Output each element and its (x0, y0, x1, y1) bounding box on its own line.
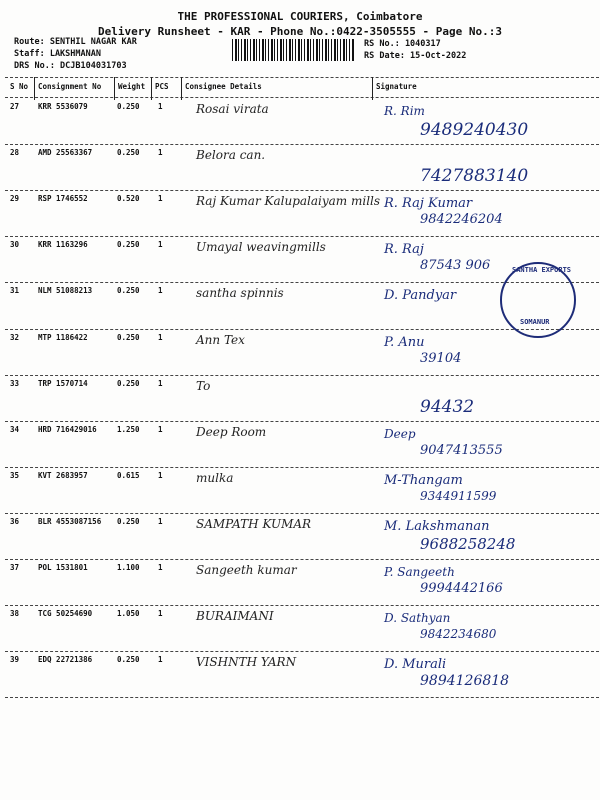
column-divider (372, 77, 373, 100)
barcode (232, 39, 354, 61)
row-divider (5, 559, 599, 560)
row-phone: 9842234680 (420, 627, 497, 642)
row-pcs: 1 (158, 286, 163, 296)
row-consignee: Rosai virata (196, 102, 269, 116)
staff-label: Staff: LAKSHMANAN (14, 49, 101, 59)
drs-label: DRS No.: DCJB104031703 (14, 61, 127, 71)
row-divider (5, 190, 599, 191)
row-weight: 0.250 (117, 240, 140, 250)
row-consignment-no: NLM 51088213 (38, 286, 93, 296)
row-divider (5, 513, 599, 514)
row-phone: 9842246204 (420, 212, 503, 228)
row-sno: 37 (10, 563, 20, 572)
row-consignment-no: POL 1531801 (38, 563, 88, 572)
row-pcs: 1 (158, 655, 163, 665)
row-phone: 9894126818 (420, 673, 510, 690)
row-consignee: Belora can. (196, 148, 266, 163)
column-divider (151, 77, 152, 100)
row-consignee: Deep Room (196, 424, 267, 439)
row-weight: 1.250 (117, 424, 140, 434)
row-pcs: 1 (158, 609, 163, 619)
row-weight: 0.250 (117, 332, 140, 342)
row-divider (5, 421, 599, 422)
row-signature: D. Murali (384, 657, 447, 673)
row-signature: R. Raj Kumar (384, 196, 473, 212)
column-divider (34, 77, 35, 100)
row-sno: 36 (10, 516, 20, 526)
stamp-text-bottom: SOMANUR (520, 318, 550, 326)
row-divider (5, 697, 599, 698)
column-divider (114, 77, 115, 100)
row-signature: R. Rim (384, 104, 425, 118)
row-pcs: 1 (158, 470, 163, 480)
row-phone: 87543 906 (420, 258, 491, 274)
row-consignment-no: AMD 25563367 (38, 148, 93, 158)
row-phone: 9489240430 (420, 120, 529, 140)
row-sno: 31 (10, 286, 20, 296)
row-consignee: To (196, 378, 211, 393)
row-consignee: VISHNTH YARN (196, 655, 297, 670)
row-phone: 39104 (420, 350, 462, 366)
header-rule-bottom (5, 97, 599, 98)
row-weight: 0.250 (117, 286, 140, 296)
column-divider (181, 77, 182, 100)
row-consignment-no: RSP 1746552 (38, 194, 88, 204)
row-consignment-no: KVT 2683957 (38, 470, 88, 480)
row-pcs: 1 (158, 424, 163, 434)
row-sno: 27 (10, 102, 20, 111)
row-consignee: SAMPATH KUMAR (196, 516, 312, 531)
row-phone: 9344911599 (420, 488, 497, 503)
row-divider (5, 651, 599, 652)
row-consignment-no: KRR 5536079 (38, 102, 88, 111)
row-pcs: 1 (158, 102, 163, 111)
header-rule-top (5, 77, 599, 78)
row-weight: 0.250 (117, 102, 140, 111)
page-subtitle: Delivery Runsheet - KAR - Phone No.:0422-3505555 - Page No.:3 (98, 25, 502, 38)
row-consignee: santha spinnis (196, 286, 284, 301)
row-consignee: mulka (196, 470, 234, 485)
row-sno: 32 (10, 332, 20, 342)
row-sno: 35 (10, 470, 20, 480)
column-header-sno: S No (10, 82, 29, 91)
row-consignment-no: MTP 1186422 (38, 332, 88, 342)
row-pcs: 1 (158, 563, 163, 572)
column-header-pcs: PCS (155, 82, 169, 91)
row-pcs: 1 (158, 332, 163, 342)
row-divider (5, 467, 599, 468)
row-pcs: 1 (158, 516, 163, 526)
row-pcs: 1 (158, 194, 163, 204)
row-weight: 0.520 (117, 194, 140, 204)
row-signature: Deep (384, 426, 416, 441)
column-header-consignment: Consignment No (38, 82, 102, 91)
row-consignee: Ann Tex (196, 332, 245, 347)
page-title: THE PROFESSIONAL COURIERS, Coimbatore (177, 10, 423, 23)
row-weight: 0.615 (117, 470, 140, 480)
row-consignment-no: BLR 4553087156 (38, 516, 102, 526)
row-weight: 0.250 (117, 378, 140, 388)
column-header-signature: Signature (376, 82, 417, 91)
row-consignee: BURAIMANI (196, 609, 274, 624)
row-phone: 94432 (420, 396, 475, 417)
row-weight: 0.250 (117, 148, 140, 158)
row-divider (5, 144, 599, 145)
row-phone: 9688258248 (420, 534, 516, 553)
column-header-weight: Weight (118, 82, 146, 91)
row-divider (5, 236, 599, 237)
row-consignment-no: HRD 716429016 (38, 424, 97, 434)
row-signature: M. Lakshmanan (384, 518, 490, 534)
row-signature: R. Raj (384, 242, 424, 258)
row-consignment-no: TCG 50254690 (38, 609, 93, 619)
row-weight: 1.050 (117, 609, 140, 619)
column-header-consignee: Consignee Details (185, 82, 262, 91)
row-weight: 0.250 (117, 516, 140, 526)
row-pcs: 1 (158, 148, 163, 158)
route-label: Route: SENTHIL NAGAR KAR (14, 37, 137, 47)
row-consignment-no: TRP 1570714 (38, 378, 88, 388)
row-sno: 39 (10, 655, 20, 665)
stamp-text-top: SANTHA EXPORTS (512, 266, 572, 274)
row-sno: 34 (10, 424, 20, 434)
row-divider (5, 329, 599, 330)
row-sno: 38 (10, 609, 20, 619)
row-consignee: Raj Kumar Kalupalaiyam mills (196, 194, 381, 209)
row-signature: D. Sathyan (384, 611, 451, 626)
rs-date: RS Date: 15-Oct-2022 (364, 51, 467, 61)
row-sno: 33 (10, 378, 20, 388)
row-pcs: 1 (158, 378, 163, 388)
row-consignment-no: KRR 1163296 (38, 240, 88, 250)
row-consignee: Sangeeth kumar (196, 563, 297, 577)
row-phone: 7427883140 (420, 166, 529, 187)
row-consignment-no: EDQ 22721386 (38, 655, 93, 665)
row-weight: 0.250 (117, 655, 140, 665)
row-consignee: Umayal weavingmills (196, 240, 326, 255)
row-signature: P. Sangeeth (384, 565, 455, 579)
row-divider (5, 605, 599, 606)
row-pcs: 1 (158, 240, 163, 250)
rs-number: RS No.: 1040317 (364, 39, 441, 49)
row-sno: 28 (10, 148, 20, 158)
row-phone: 9047413555 (420, 442, 503, 458)
row-weight: 1.100 (117, 563, 140, 572)
row-signature: M-Thangam (384, 472, 463, 488)
row-divider (5, 375, 599, 376)
row-sno: 30 (10, 240, 20, 250)
row-signature: D. Pandyar (384, 288, 457, 304)
row-phone: 9994442166 (420, 581, 503, 596)
row-signature: P. Anu (384, 334, 425, 350)
row-sno: 29 (10, 194, 20, 204)
